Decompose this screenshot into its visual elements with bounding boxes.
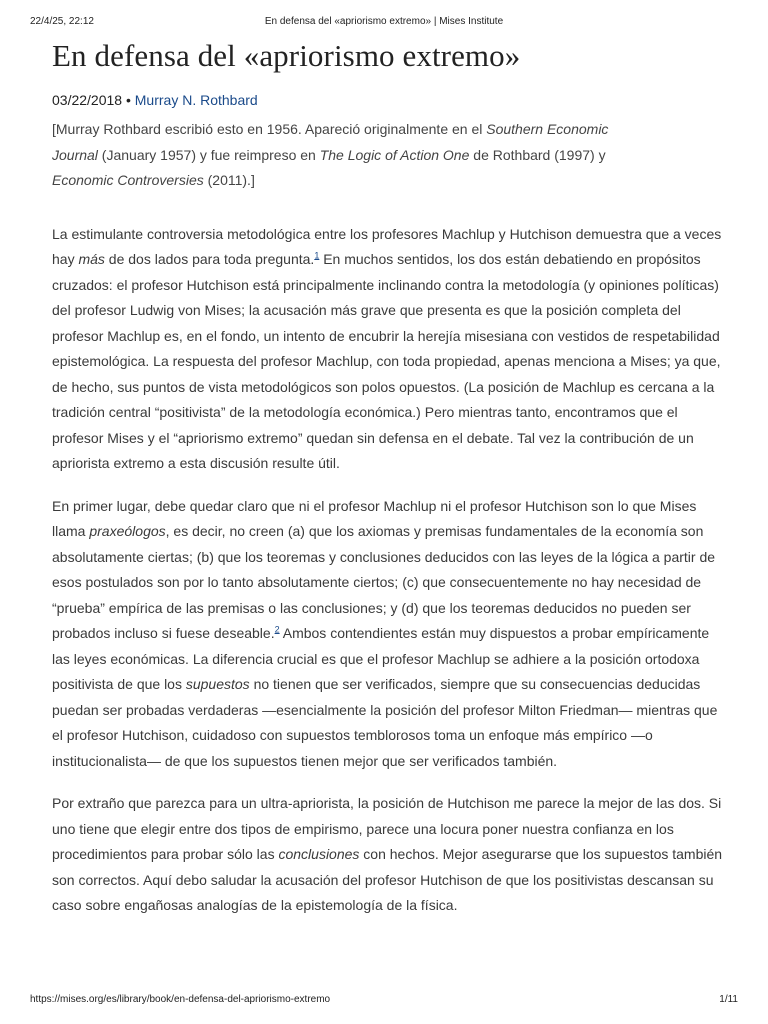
- note-text: (January 1957) y fue reimpreso en: [97, 146, 320, 163]
- footnote-link-2[interactable]: 2: [274, 624, 280, 635]
- note-text: (2011).]: [203, 172, 255, 188]
- note-text: de Rothbard (1997) y: [469, 146, 606, 163]
- print-url: https://mises.org/es/library/book/en-defensa-del-apriorismo-extremo: [30, 994, 331, 1005]
- paragraph-1: [52, 222, 724, 477]
- note-journal: Southern Economic Journal: [52, 121, 609, 163]
- editor-note: [52, 117, 652, 194]
- byline: [52, 90, 724, 110]
- publish-date: 03/22/2018: [52, 92, 123, 108]
- page-number: 1/11: [719, 994, 738, 1005]
- emphasis: conclusiones: [278, 846, 360, 862]
- emphasis: más: [78, 251, 105, 267]
- paragraph-text: Ambos contendientes están muy dispuestos a probar empíricamente las leyes económicas. La diferencia crucial es que el profesor Machlup se adhiere a la posición ortodoxa positivista de que los: [52, 625, 710, 692]
- note-book-title: The Logic of Action One: [319, 146, 470, 163]
- paragraph-text: La estimulante controversia metodológica entre los profesores Machlup y Hutchison demuestra que a veces hay: [52, 225, 722, 267]
- note-text: [Murray Rothbard escribió esto en 1956. Apareció originalmente en el: [52, 121, 487, 137]
- article-body: [52, 222, 724, 919]
- emphasis: supuestos: [185, 676, 250, 692]
- paragraph-text: En muchos sentidos, los dos están debatiendo en propósitos cruzados: el profesor Hutchison está principalmente inclinando contra la metodología (y opiniones políticas) del profesor Ludwig von Mises; la acusación más grave que presenta es que la posición completa del profesor Machlup es, en el fondo, un intento de encubrir la herejía misesiana con vestidos de respetabilidad epistemológica. La respuesta del profesor Machlup, con toda propiedad, apenas menciona a Mises; ya que, de hecho, sus puntos de vista metodológicos son polos opuestos. (La posición de Machlup es cercana a la tradición central “positivista” de la metodología económica.) Pero mientras tanto, encontramos que el profesor Mises y el “apriorismo extremo” quedan sin defensa en el debate. Tal vez la contribución de un apriorista extremo a esta discusión resulte útil.: [52, 251, 721, 471]
- print-header: [30, 16, 738, 30]
- note-book-title: Economic Controversies: [52, 172, 204, 188]
- print-datetime: 22/4/25, 22:12: [30, 16, 94, 27]
- author-link[interactable]: Murray N. Rothbard: [134, 92, 258, 108]
- paragraph-text: no tienen que ser verificados, siempre que su consecuencias deducidas puedan ser probadas verdaderas —esencialmente la posición del profesor Milton Friedman— mientras que el profesor Hutchison, cuidadoso con supuestos temblorosos toma un enfoque más empírico —o institucionalista— de que los supuestos tienen mejor que ser verificados también.: [52, 676, 718, 769]
- print-footer: [30, 994, 738, 1008]
- paragraph-3: [52, 791, 724, 919]
- emphasis: praxeólogos: [89, 523, 166, 539]
- article: [52, 36, 724, 936]
- paragraph-text: de dos lados para toda pregunta.: [104, 251, 315, 267]
- byline-separator: •: [122, 92, 135, 108]
- article-title: En defensa del «apriorismo extremo»: [52, 38, 521, 73]
- print-page-title: En defensa del «apriorismo extremo» | Mises Institute: [264, 16, 504, 27]
- paragraph-text: , es decir, no creen (a) que los axiomas y premisas fundamentales de la economía son absolutamente ciertas; (b) que los teoremas y conclusiones deducidos con las leyes de la lógica a partir de esos postulados son por lo tanto absolutamente ciertos; (c) que consecuentemente no hay necesidad de “prueba” empírica de las premisas o las conclusiones; y (d) que los teoremas deducidos no pueden ser probados incluso si fuese deseable.: [52, 523, 716, 641]
- paragraph-2: [52, 494, 724, 775]
- paragraph-text: En primer lugar, debe quedar claro que ni el profesor Machlup ni el profesor Hutchison son lo que Mises llama: [52, 497, 697, 539]
- paragraph-text: con hechos. Mejor asegurarse que los supuestos también son correctos. Aquí debo saludar la acusación del profesor Hutchison de que los positivistas descansan su caso sobre engañosas analogías de la epistemología de la física.: [52, 846, 723, 913]
- paragraph-text: Por extraño que parezca para un ultra-apriorista, la posición de Hutchison me parece la mejor de las dos. Si uno tiene que elegir entre dos tipos de empirismo, parece una locura poner nuestra confianza en los procedimientos para probar sólo las: [52, 795, 722, 862]
- footnote-link-1[interactable]: 1: [314, 250, 320, 261]
